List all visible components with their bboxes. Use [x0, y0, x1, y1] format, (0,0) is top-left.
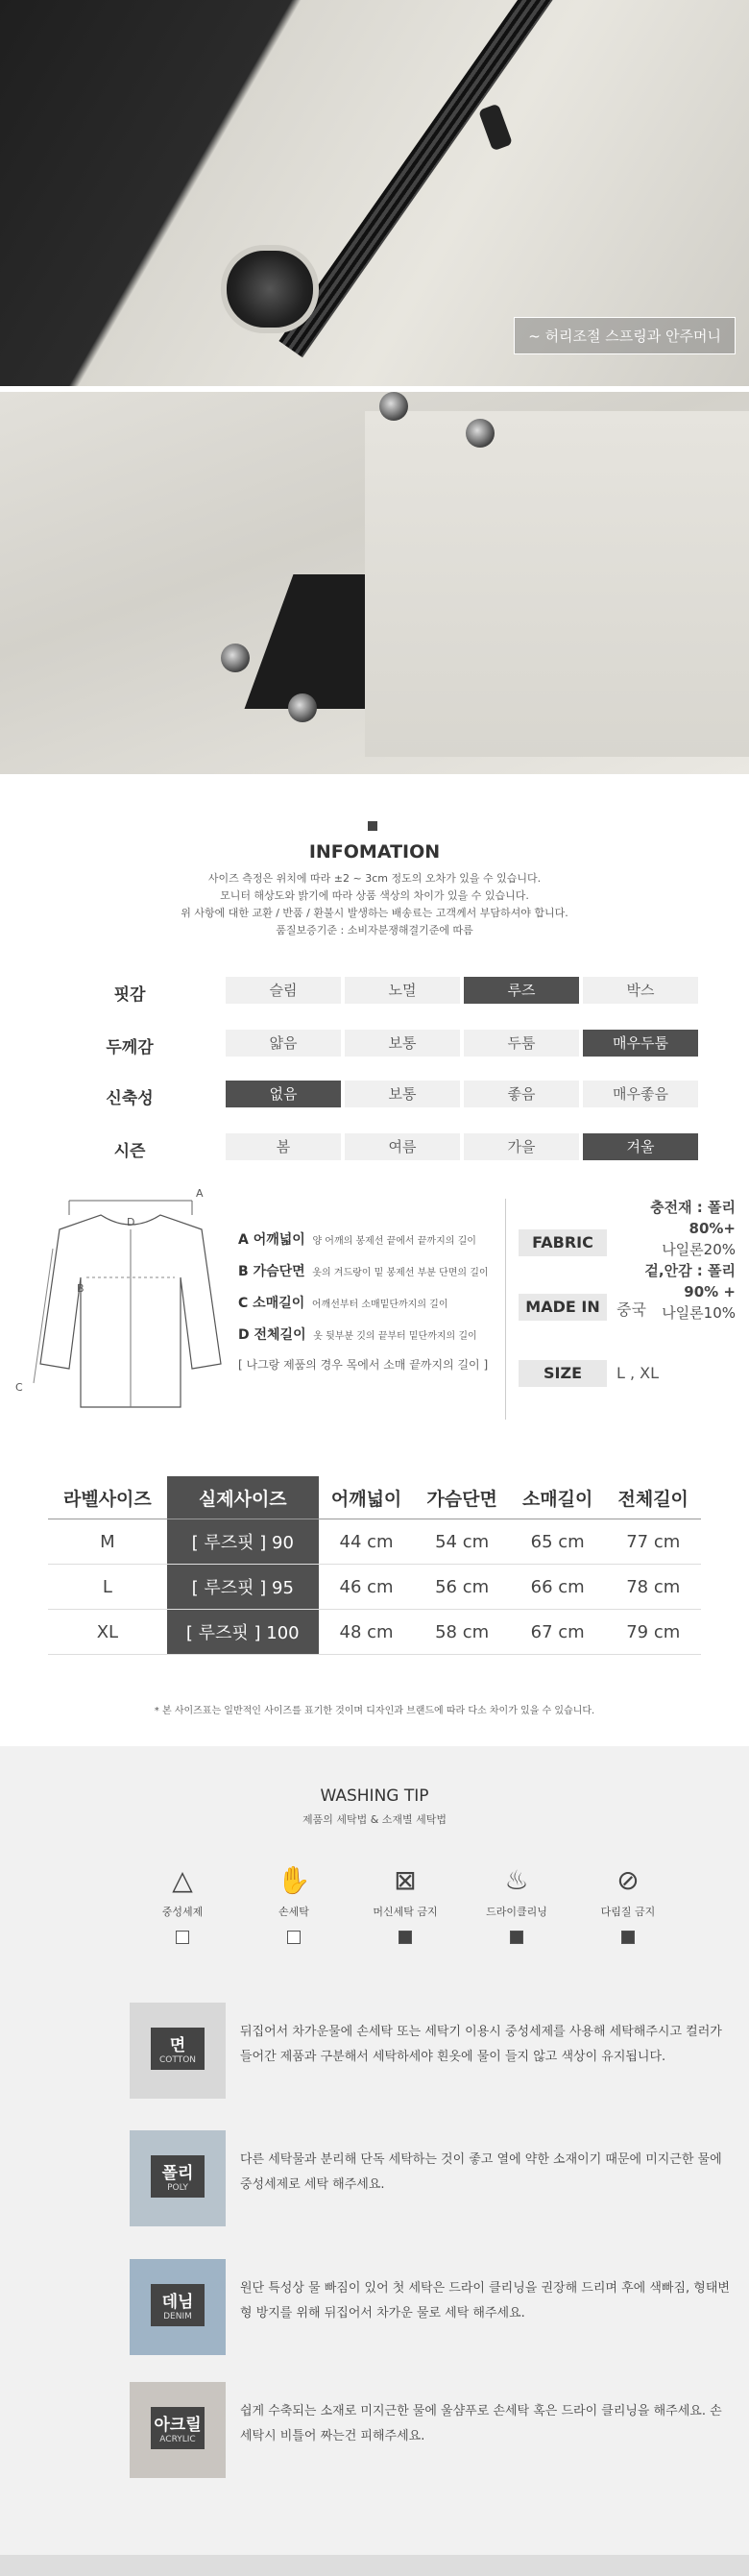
- measure-letter-b: B: [77, 1282, 85, 1295]
- size-table-cell: 56 cm: [414, 1565, 510, 1610]
- attribute-option-selected: 매우두툼: [583, 1030, 698, 1057]
- product-photo-waist-drawcord: [0, 0, 749, 386]
- fabric-tag: [151, 2155, 205, 2198]
- washing-icon-checkbox: [510, 1931, 523, 1944]
- measure-desc: 옷 뒷부분 깃의 끝부터 밑단까지의 길이: [313, 1331, 477, 1342]
- attribute-option: 박스: [583, 977, 698, 1004]
- fabric-care-text: 다른 세탁물과 분리해 단독 세탁하는 것이 좋고 열에 약한 소재이기 때문에 미지근한 물에 중성세제로 세탁 해주세요.: [240, 2152, 722, 2192]
- measure-desc: 옷의 겨드랑이 밑 봉제선 부분 단면의 길이: [312, 1268, 489, 1278]
- washing-icon-checkbox: [399, 1931, 412, 1944]
- fabric-name-ko: 아크릴: [154, 2416, 202, 2435]
- zipper: [278, 0, 561, 357]
- fabric-value: 나일론10%: [662, 1304, 736, 1322]
- size-note: * 본 사이즈표는 일반적인 사이즈를 표기한 것이며 디자인과 브랜드에 따라 다소 차이가 있을 수 있습니다.: [154, 1706, 595, 1716]
- washing-title: WASHING TIP: [320, 1786, 429, 1806]
- washing-icon-checkbox: [287, 1931, 301, 1944]
- size-table-cell: 58 cm: [414, 1610, 510, 1655]
- info-note: 품질보증기준 : 소비자분쟁해결기준에 따름: [276, 924, 473, 936]
- fabric-name-ko: 데님: [161, 2293, 194, 2312]
- washing-icon-label: 손세탁: [278, 1906, 309, 1918]
- fabric-care-item: [130, 2259, 744, 2355]
- size-table-row: [48, 1519, 701, 1565]
- size-table-header-cell: 소매길이: [510, 1476, 606, 1519]
- size-table-cell: 67 cm: [510, 1610, 606, 1655]
- size-table-cell: M: [48, 1519, 167, 1565]
- fabric-value: 나일론20%: [662, 1241, 736, 1258]
- drawcord-toggle: [221, 245, 319, 333]
- fabric-value: 충전재 : 폴리80%+: [650, 1199, 736, 1237]
- info-title: INFOMATION: [308, 841, 441, 863]
- info-note: 위 사항에 대한 교환 / 반품 / 환불시 발생하는 배송료는 고객께서 부담하셔야 합니다.: [181, 907, 568, 919]
- attribute-option: 봄: [226, 1133, 341, 1160]
- attribute-row: [91, 1133, 667, 1160]
- size-table-header-cell: 실제사이즈: [167, 1476, 319, 1519]
- washing-icon-checkbox: [621, 1931, 635, 1944]
- info-note: 모니터 해상도와 밝기에 따라 상품 색상의 차이가 있을 수 있습니다.: [220, 889, 529, 902]
- fabric-care-text: 쉽게 수축되는 소재로 미지근한 물에 울샴푸로 손세탁 혹은 드라이 클리닝을 해주세요. 손 세탁시 비틀어 짜는건 피해주세요.: [240, 2404, 722, 2443]
- attribute-option: 노멀: [345, 977, 460, 1004]
- size-label: SIZE: [519, 1360, 607, 1387]
- size-table-header: [48, 1476, 701, 1519]
- washing-icon-label: 머신세탁 금지: [373, 1906, 438, 1918]
- washing-icon-label: 중성세제: [161, 1906, 204, 1918]
- measure-letter-d: D: [127, 1216, 135, 1228]
- measure-desc: 양 어깨의 봉제선 끝에서 끝까지의 길이: [312, 1236, 476, 1247]
- size-table-header-cell: 라벨사이즈: [48, 1476, 167, 1519]
- fabric-label: FABRIC: [519, 1229, 607, 1256]
- attribute-option: 보통: [345, 1030, 460, 1057]
- fabric-care-text: 원단 특성상 물 빠짐이 있어 첫 세탁은 드라이 클리닝을 권장해 드리며 후에 색빠짐, 형태변형 방지를 위해 뒤집어서 차가운 물로 세탁 해주세요.: [240, 2281, 730, 2321]
- washing-icon-checkbox: [176, 1931, 189, 1944]
- photo-caption: ~ 허리조절 스프링과 안주머니: [514, 317, 736, 354]
- size-table-cell: L: [48, 1565, 167, 1610]
- size-table-cell: 79 cm: [605, 1610, 701, 1655]
- washing-icon-item: [357, 1863, 453, 1944]
- fabric-value: 겉,안감 : 폴리90% +: [644, 1262, 736, 1300]
- fabric-name-ko: 폴리: [161, 2164, 194, 2183]
- size-table-cell: 54 cm: [414, 1519, 510, 1565]
- washing-icon-item: [246, 1863, 342, 1944]
- measure-key: C 소매길이: [238, 1296, 305, 1311]
- vertical-divider: [505, 1199, 506, 1420]
- attribute-row: [91, 977, 667, 1004]
- size-table-cell: XL: [48, 1610, 167, 1655]
- attribute-row: [91, 1081, 667, 1107]
- snap-button: [466, 419, 495, 448]
- attribute-option: 가을: [464, 1133, 579, 1160]
- attribute-option: 좋음: [464, 1081, 579, 1107]
- attribute-option: 매우좋음: [583, 1081, 698, 1107]
- snap-button: [379, 392, 408, 421]
- placket: [365, 411, 749, 757]
- washing-subtitle: 제품의 세탁법 & 소재별 세탁법: [302, 1813, 447, 1826]
- size-table-header-cell: 가슴단면: [414, 1476, 510, 1519]
- snap-button: [288, 693, 317, 722]
- fabric-care-item: [130, 2003, 744, 2099]
- washing-icon-label: 드라이클리닝: [486, 1906, 547, 1918]
- measure-letter-a: A: [196, 1187, 204, 1200]
- dry-cleaning-icon: ♨: [504, 1864, 529, 1896]
- fabric-tag: [151, 2028, 205, 2070]
- neutral-detergent-icon: △: [172, 1864, 193, 1896]
- size-table-cell: 44 cm: [319, 1519, 415, 1565]
- attribute-option-selected: 없음: [226, 1081, 341, 1107]
- zipper-pull: [478, 104, 513, 152]
- size-table-cell: [ 루즈핏 ] 95: [167, 1565, 319, 1610]
- attribute-option-selected: 루즈: [464, 977, 579, 1004]
- measure-key: B 가슴단면: [238, 1264, 305, 1279]
- measure-letter-c: C: [15, 1381, 23, 1394]
- attribute-row: [91, 1030, 667, 1057]
- madein-label: MADE IN: [519, 1294, 607, 1321]
- no-ironing-icon: ⊘: [616, 1864, 640, 1896]
- fabric-swatch: [130, 2382, 226, 2478]
- info-note: 사이즈 측정은 위치에 따라 ±2 ~ 3cm 정도의 오차가 있을 수 있습니다.: [207, 872, 542, 885]
- size-table-cell: 65 cm: [510, 1519, 606, 1565]
- fabric-name-en: ACRYLIC: [159, 2435, 196, 2444]
- washing-icon-label: 다림질 금지: [600, 1906, 656, 1918]
- attribute-label: 시즌: [113, 1142, 146, 1161]
- size-table-cell: 48 cm: [319, 1610, 415, 1655]
- fabric-care-item: [130, 2130, 744, 2226]
- size-table-header-cell: 어깨넓이: [319, 1476, 415, 1519]
- size-table-cell: [ 루즈핏 ] 90: [167, 1519, 319, 1565]
- hand-wash-icon: ✋: [277, 1864, 311, 1896]
- attribute-option: 슬림: [226, 977, 341, 1004]
- raglan-note: [ 나그랑 제품의 경우 목에서 소매 끝까지의 길이 ]: [238, 1358, 489, 1372]
- fabric-swatch: [130, 2259, 226, 2355]
- fabric-name-ko: 면: [169, 2036, 186, 2055]
- size-table-cell: 66 cm: [510, 1565, 606, 1610]
- size-table-cell: 77 cm: [605, 1519, 701, 1565]
- measure-desc: 어깨선부터 소매밑단까지의 길이: [311, 1300, 448, 1310]
- size-value: L , XL: [616, 1364, 660, 1382]
- snap-button: [221, 644, 250, 672]
- size-table-header-cell: 전체길이: [605, 1476, 701, 1519]
- fabric-care-item: [130, 2382, 744, 2478]
- attribute-option: 두툼: [464, 1030, 579, 1057]
- attribute-option: 보통: [345, 1081, 460, 1107]
- attribute-option: 얇음: [226, 1030, 341, 1057]
- fabric-tag: [151, 2284, 205, 2326]
- size-table-cell: 78 cm: [605, 1565, 701, 1610]
- page-footer-bar: [0, 2555, 749, 2576]
- product-photo-snap-buttons: [0, 392, 749, 774]
- attribute-label: 신축성: [106, 1089, 154, 1108]
- washing-icon-item: [469, 1863, 565, 1944]
- size-table: [48, 1476, 701, 1655]
- fabric-name-en: POLY: [167, 2183, 188, 2193]
- fabric-tag: [151, 2407, 205, 2449]
- attribute-option-selected: 겨울: [583, 1133, 698, 1160]
- fabric-name-en: DENIM: [163, 2312, 192, 2321]
- madein-value: 중국: [616, 1300, 646, 1319]
- fabric-name-en: COTTON: [158, 2055, 197, 2065]
- measure-diagram: [10, 1187, 230, 1412]
- attribute-label: 두께감: [106, 1038, 154, 1057]
- size-table-cell: [ 루즈핏 ] 100: [167, 1610, 319, 1655]
- measure-key: A 어깨넓이: [238, 1232, 305, 1248]
- info-notes: [0, 870, 749, 939]
- fabric-care-text: 뒤집어서 차가운물에 손세탁 또는 세탁기 이용시 중성세제를 사용해 세탁해주시고 컬러가 들어간 제품과 구분해서 세탁하세야 흰옷에 물이 들지 않고 색상이 유지됩니다.: [240, 2025, 722, 2064]
- attribute-option: 여름: [345, 1133, 460, 1160]
- size-table-cell: 46 cm: [319, 1565, 415, 1610]
- no-machine-wash-icon: ⊠: [394, 1864, 417, 1896]
- fabric-swatch: [130, 2003, 226, 2099]
- measure-key: D 전체길이: [238, 1327, 306, 1343]
- attribute-label: 핏감: [113, 985, 146, 1005]
- washing-icon-item: [580, 1863, 676, 1944]
- section-marker: [368, 821, 377, 831]
- size-table-row: [48, 1565, 701, 1610]
- washing-icon-item: [134, 1863, 230, 1944]
- size-table-row: [48, 1610, 701, 1655]
- fabric-swatch: [130, 2130, 226, 2226]
